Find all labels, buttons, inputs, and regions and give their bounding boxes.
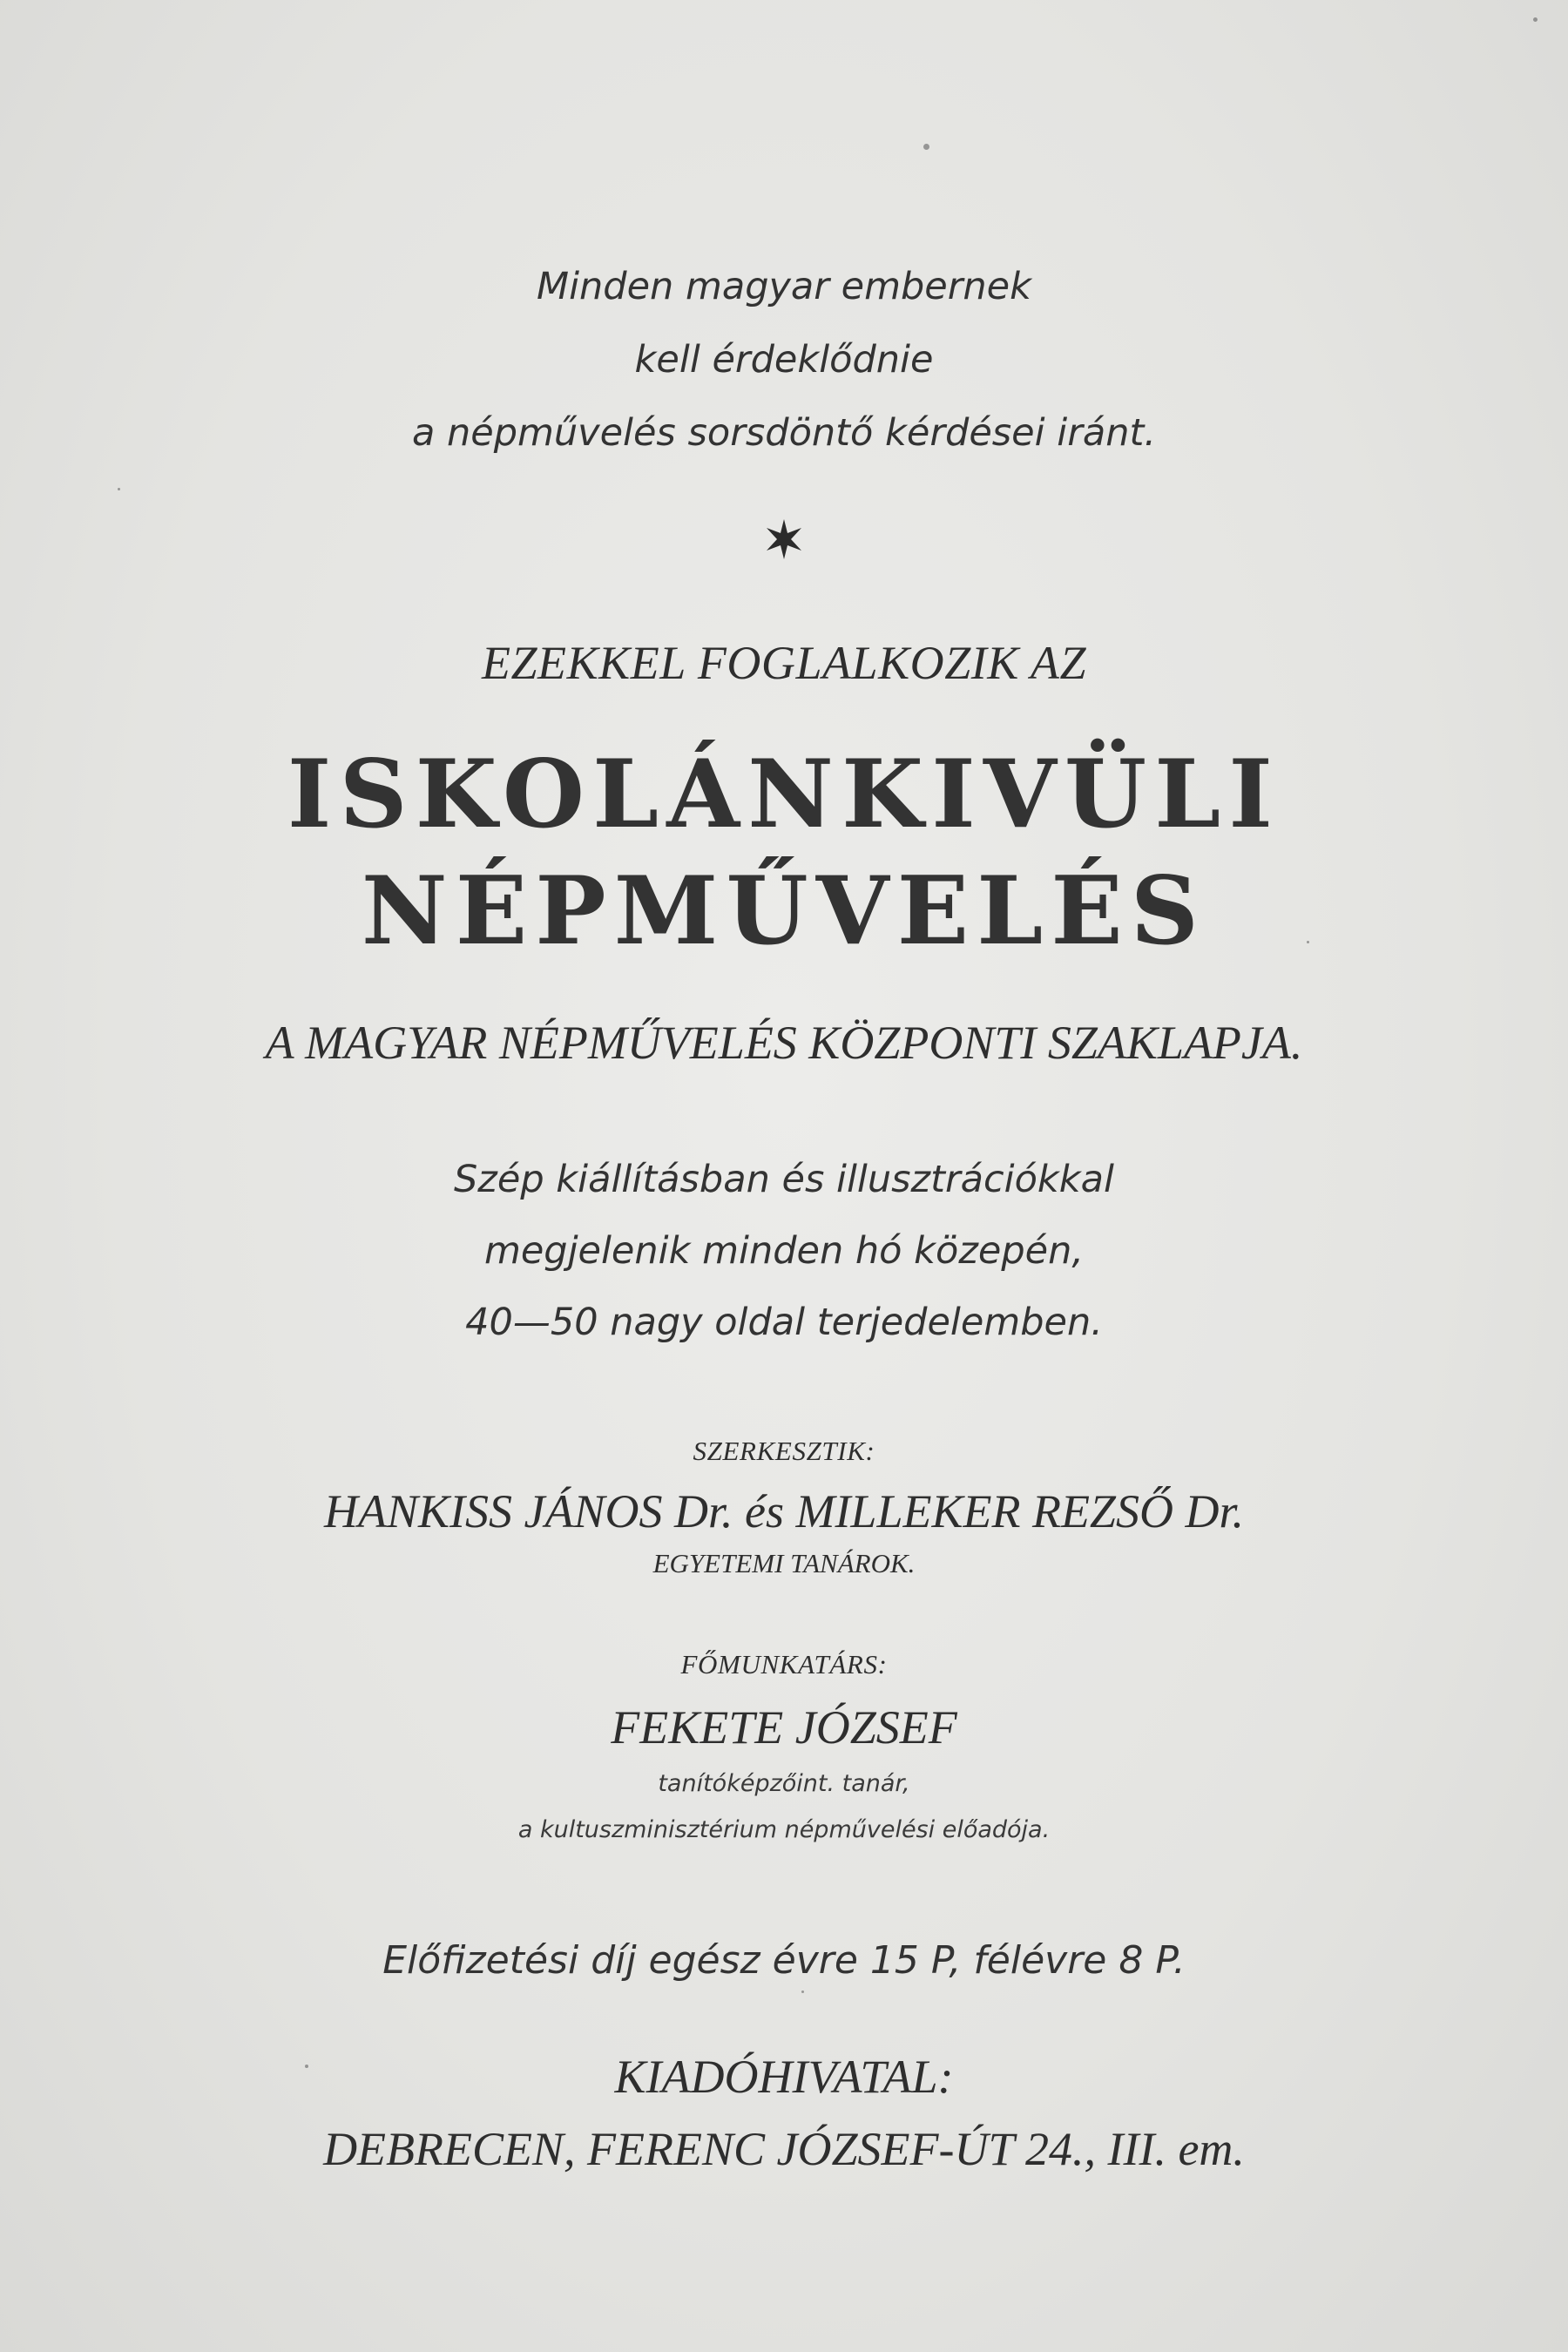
publisher-label: KIADÓHIVATAL:: [614, 2051, 954, 2103]
publisher-address: DEBRECEN, FERENC JÓZSEF-ÚT 24., III. em.: [323, 2123, 1245, 2175]
intro-line-2: kell érdeklődnie: [634, 338, 934, 382]
contributor-role-line-2: a kultuszminisztérium népművelési előadója.: [517, 1816, 1051, 1843]
star-ornament-icon: [762, 517, 806, 561]
magazine-title-line-2: NÉPMŰVELÉS: [361, 856, 1207, 966]
kicker-heading: EZEKKEL FOGLALKOZIK AZ: [481, 637, 1087, 689]
editors-names: HANKISS JÁNOS Dr. és MILLEKER REZSŐ Dr.: [323, 1485, 1244, 1538]
magazine-subtitle: A MAGYAR NÉPMŰVELÉS KÖZPONTI SZAKLAPJA.: [265, 1017, 1303, 1069]
description-line-2: megjelenik minden hó közepén,: [483, 1229, 1085, 1273]
intro-line-3: a népművelés sorsdöntő kérdései iránt.: [411, 411, 1157, 455]
intro-line-1: Minden magyar embernek: [536, 265, 1032, 308]
description-line-1: Szép kiállításban és illusztrációkkal: [454, 1158, 1114, 1201]
editors-label: SZERKESZTIK:: [693, 1436, 875, 1466]
contributor-name: FEKETE JÓZSEF: [611, 1701, 957, 1754]
subscription-price: Előfizetési díj egész évre 15 P, félévre 8 P.: [382, 1938, 1186, 1983]
contributor-role-line-1: tanítóképzőint. tanár,: [658, 1770, 910, 1797]
description-line-3: 40—50 nagy oldal terjedelemben.: [465, 1301, 1103, 1344]
contributor-label: FŐMUNKATÁRS:: [680, 1649, 888, 1680]
magazine-title-line-1: ISKOLÁNKIVÜLI: [287, 740, 1281, 849]
editors-title: EGYETEMI TANÁROK.: [652, 1548, 916, 1578]
